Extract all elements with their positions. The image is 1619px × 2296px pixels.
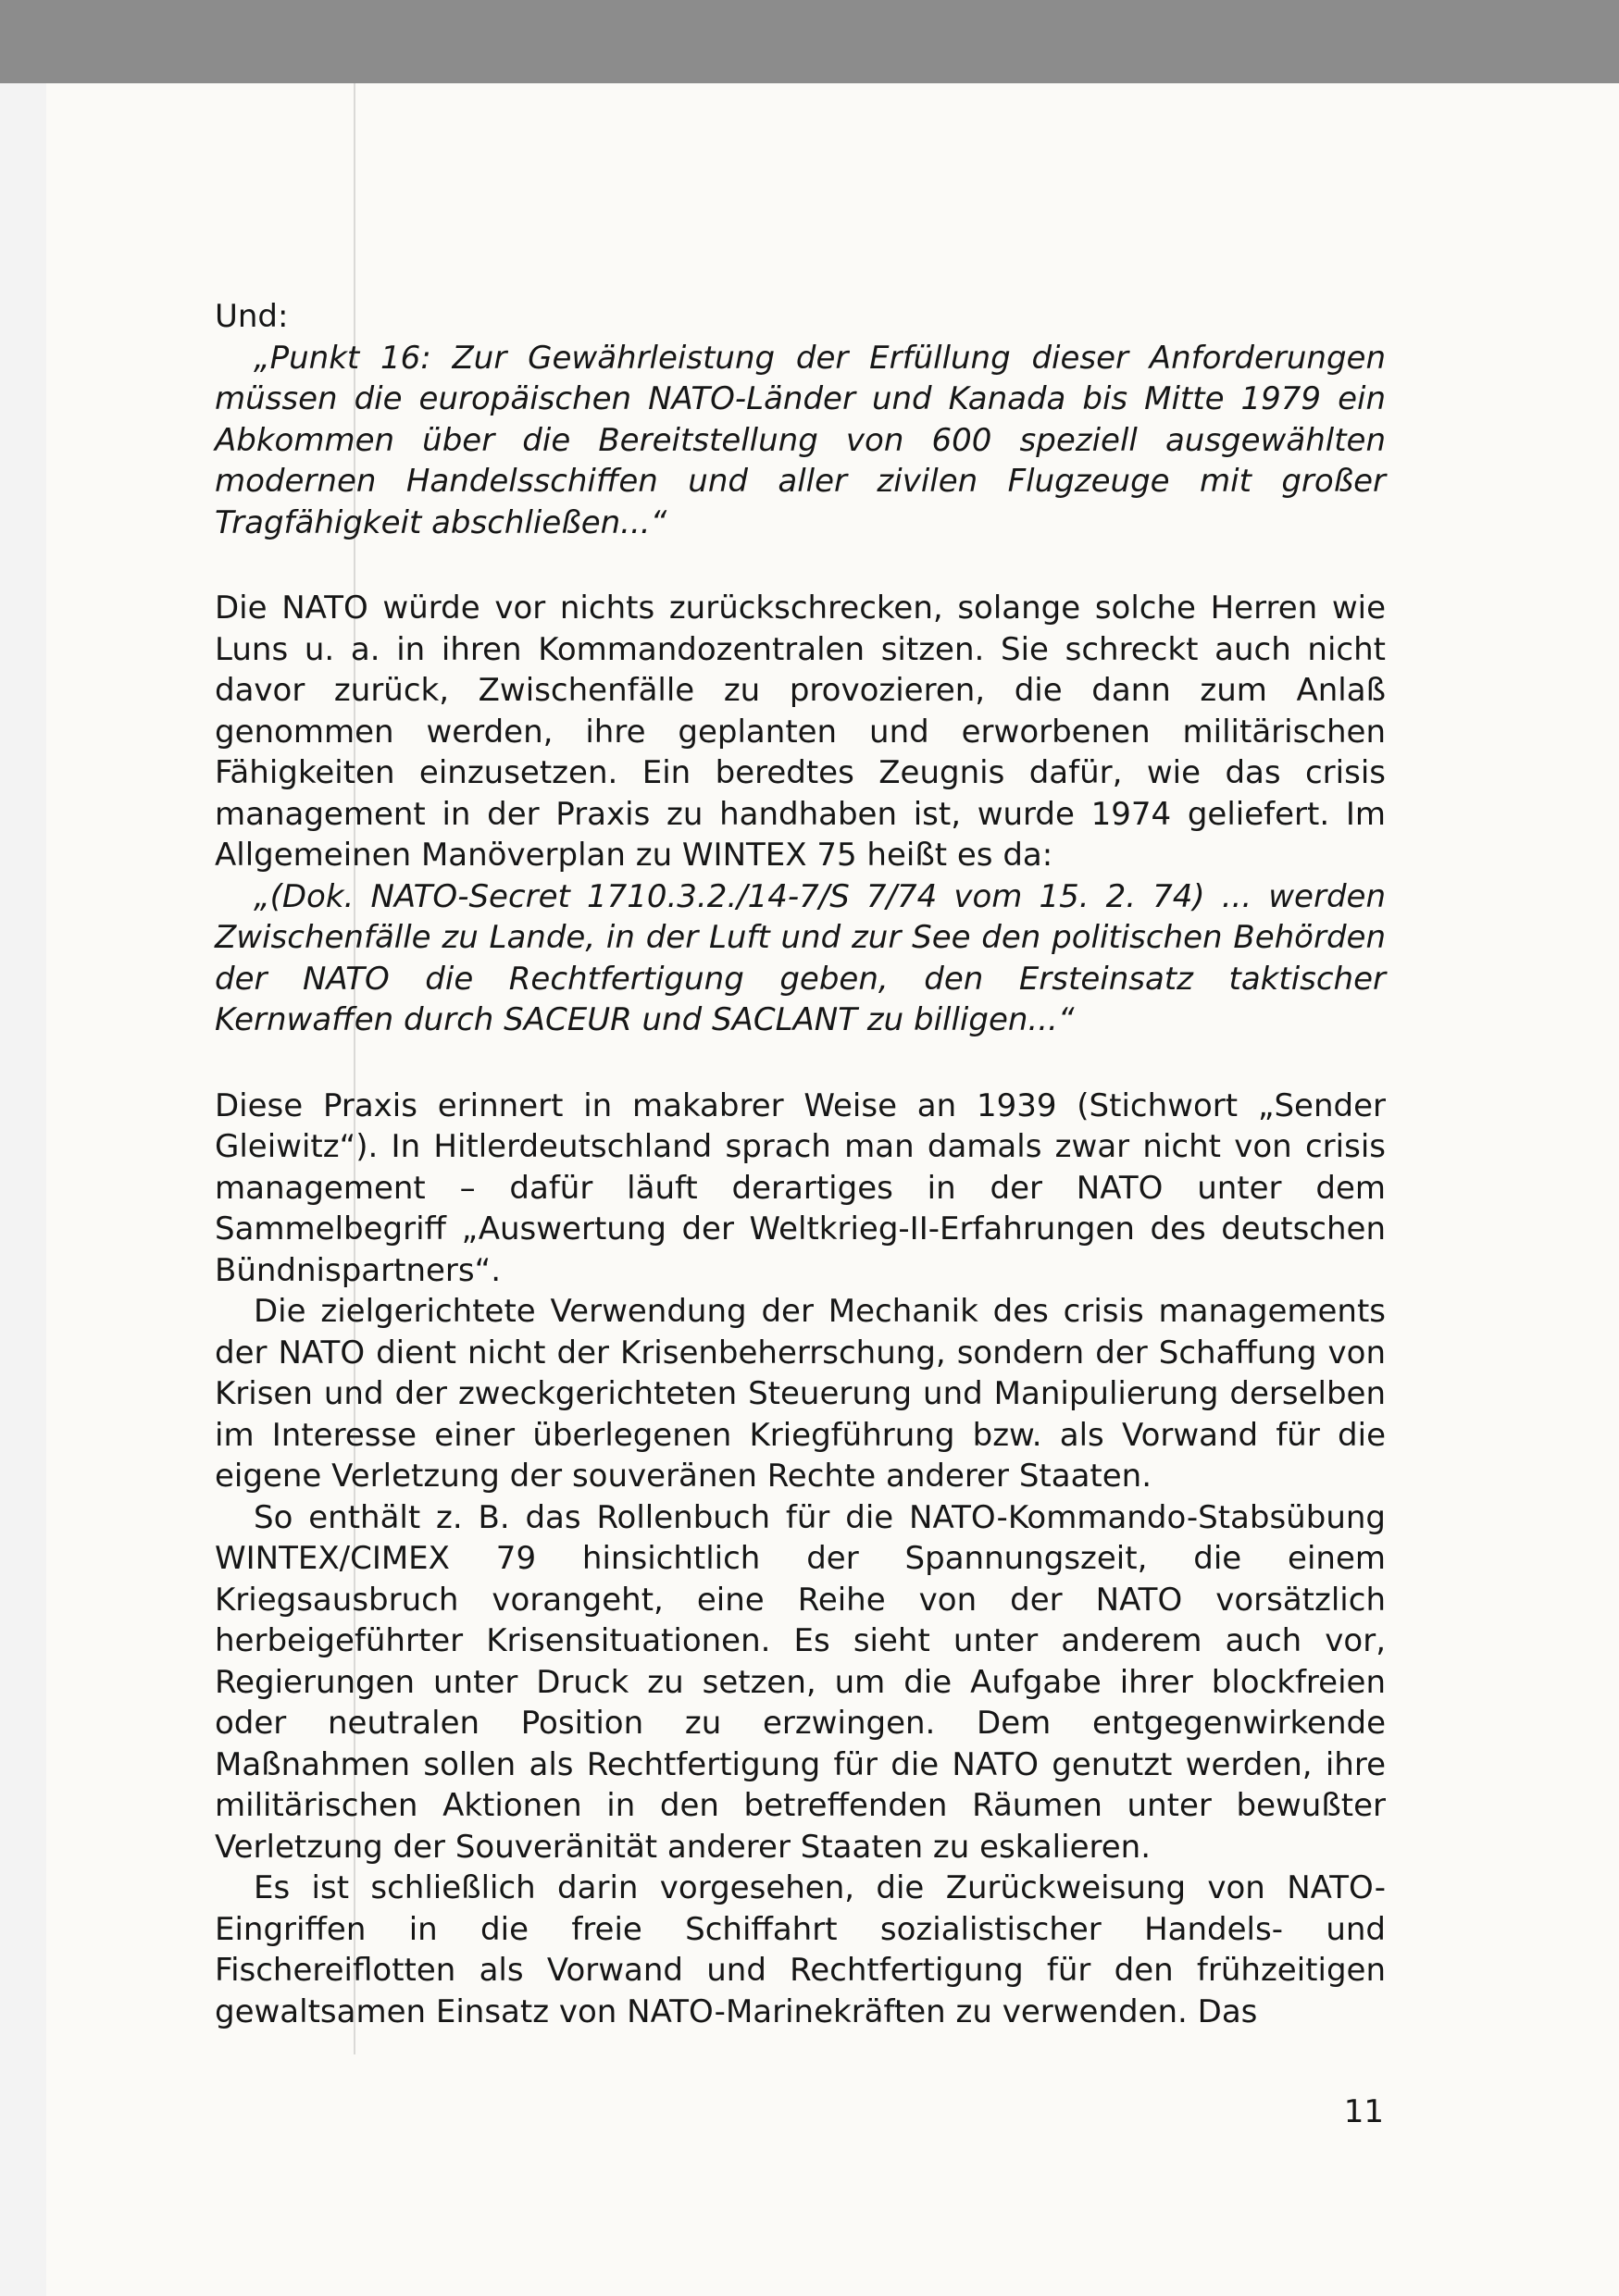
scan-left-margin	[0, 83, 46, 2296]
scan-top-border	[0, 0, 1619, 83]
body-paragraph-3: Die zielgerichtete Verwendung der Mechanik des crisis managements der NATO dient nicht der Krisenbeherrschung, sondern der Schaffung von Krisen und der zweckgerichteten Steuerung und Manipulierung derselben im Interesse einer überlegenen Kriegführung bzw. als Vorwand für die eigene Verletzung der souveränen Rechte anderer Staaten.	[215, 1293, 1386, 1495]
body-paragraph-2: Diese Praxis erinnert in makabrer Weise an 1939 (Stichwort „Sender Gleiwitz“). In Hitlerdeutschland sprach man damals zwar nicht von crisis management – dafür läuft derartiges in der NATO unter dem Sammelbegriff „Auswertung der Weltkrieg-II-Erfahrungen des deutschen Bündnispartners“.	[215, 1086, 1386, 1289]
body-paragraph-4: So enthält z. B. das Rollenbuch für die NATO-Kommando-Stabsübung WINTEX/CIMEX 79 hinsichtlich der Spannungszeit, die einem Kriegsausbruch vorangeht, eine Reihe von der NATO vorsätzlich herbeigeführter Krisensituationen. Es sieht unter anderem auch vor, Regierungen unter Druck zu setzen, um die Aufgabe ihrer blockfreien oder neutralen Position zu erzwingen. Dem entgegenwirkende Maßnahmen sollen als Rechtfertigung für die NATO genutzt werden, ihre militärischen Aktionen in den betreffenden Räumen unter bewußter Verletzung der Souveränität anderer Staaten zu eskalieren.	[215, 1498, 1386, 1866]
body-paragraph-5: Es ist schließlich darin vorgesehen, die Zurückweisung von NATO-Eingriffen in die freie Schiffahrt sozialistischer Handels- und Fischereiflotten als Vorwand und Rechtfertigung für den frühzeitigen gewaltsamen Einsatz von NATO-Marinekräften zu verwenden. Das	[215, 1869, 1386, 2030]
page-number: 11	[1343, 2093, 1384, 2130]
body-paragraph-1: Die NATO würde vor nichts zurückschrecken, solange solche Herren wie Luns u. a. in ihren Kommandozentralen sitzen. Sie schreckt auch nicht davor zurück, Zwischenfälle zu provozieren, die dann zum Anlaß genommen werden, ihre geplanten und erworbenen militärischen Fähigkeiten einzusetzen. Ein beredtes Zeugnis dafür, wie das crisis management in der Praxis zu handhaben ist, wurde 1974 geliefert. Im Allgemeinen Manöverplan zu WINTEX 75 heißt es da:	[215, 590, 1386, 874]
quote-paragraph-2: „(Dok. NATO-Secret 1710.3.2./14-7/S 7/74 vom 15. 2. 74) ... werden Zwischenfälle zu Lande, in der Luft und zur See den politischen Behörden der NATO die Rechtfertigung geben, den Ersteinsatz taktischer Kernwaffen durch SACEUR und SACLANT zu billigen...“	[215, 877, 1386, 1038]
document-body	[215, 296, 1386, 2032]
intro-line: Und:	[215, 298, 289, 335]
quote-paragraph-1: „Punkt 16: Zur Gewährleistung der Erfüllung dieser Anforderungen müssen die europäischen NATO-Länder und Kanada bis Mitte 1979 ein Abkommen über die Bereitstellung von 600 speziell ausgewählten modernen Handelsschiffen und aller zivilen Flugzeuge mit großer Tragfähigkeit abschließen...“	[215, 339, 1386, 541]
